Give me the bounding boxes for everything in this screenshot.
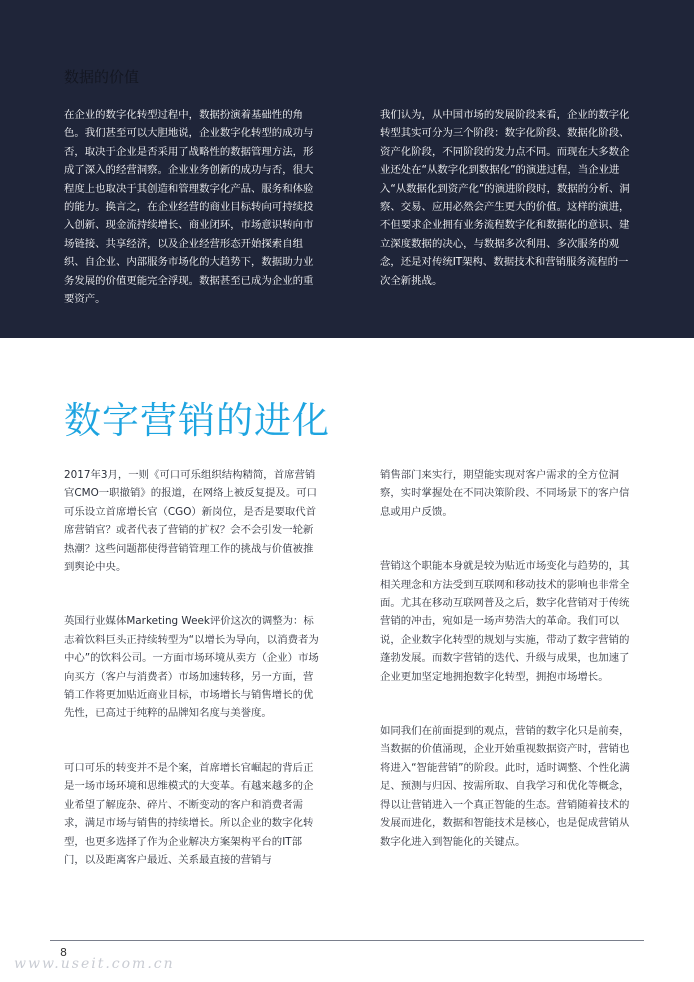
top-banner [0, 0, 694, 338]
body-paragraph: 如同我们在前面提到的观点，营销的数字化只是前奏，当数据的价值涌现，企业开始重视数据资产时，营销也将进入“智能营销”的阶段。此时，适时调整、个性化满足、预测与归因、按需所取、自我学习和优化等概念，得以让营销进入一个真正智能的生态。营销随着技术的发展而进化，数据和智能技术是核心，也是促成营销从数字化进入到智能化的关键点。 [380, 725, 630, 848]
body-paragraph: 可口可乐的转变并不是个案，首席增长官崛起的背后正是一场市场环境和思维模式的大变革。有越来越多的企业希望了解庞杂、碎片、不断变动的客户和消费者需求，满足市场与销售的持续增长。所以企业的数字化转型，也更多选择了作为企业解决方案架构平台的IT部门，以及距离客户最近、关系最直接的营销与 [64, 761, 314, 866]
body-right-column [380, 466, 635, 851]
page-title: 数字营销的进化 [64, 399, 330, 442]
paragraph-gap [64, 723, 319, 759]
paragraph-gap [64, 576, 319, 612]
watermark: www.useit.com.cn [14, 956, 175, 972]
body-paragraph: 2017年3月，一则《可口可乐组织结构精简，首席营销官CMO一职撤销》的报道，在网络上被反复提及。可口可乐设立首席增长官（CGO）新岗位，是否是要取代首席营销官？或者代表了营销的扩权？会不会引发一轮新热潮？这些问题都使得营销管理工作的挑战与价值被推到舆论中央。 [64, 469, 317, 574]
body-paragraph: 营销这个职能本身就是较为贴近市场变化与趋势的，其相关理念和方法受到互联网和移动技术的影响也非常全面。尤其在移动互联网普及之后，数字化营销对于传统营销的冲击，宛如是一场声势浩大的革命。我们可以说，企业数字化转型的规划与实施，带动了数字营销的蓬勃发展。而数字营销的迭代、升级与成果，也加速了企业更加坚定地拥抱数字化转型，拥抱市场增长。 [380, 560, 630, 683]
section-title: 数据的价值 [64, 68, 140, 86]
page-number: 8 [60, 946, 67, 959]
paragraph-gap [380, 686, 635, 722]
intro-right-text: 我们认为，从中国市场的发展阶段来看，企业的数字化转型其实可分为三个阶段：数字化阶段、数据化阶段、资产化阶段，不同阶段的发力点不同。而现在大多数企业还处在“从数字化到数据化”的演进过程，当企业进入“从数据化到资产化”的演进阶段时，数据的分析、洞察、交易、应用必然会产生更大的价值。这样的演进，不但要求企业拥有业务流程数字化和数据化的意识、建立深度数据的决心，与数据多次利用、多次服务的观念，还是对传统IT架构、数据技术和营销服务流程的一次全新挑战。 [380, 109, 630, 287]
body-left-column [64, 466, 319, 869]
body-paragraph: 销售部门来实行，期望能实现对客户需求的全方位洞察，实时掌握处在不同决策阶段、不同场景下的客户信息或用户反馈。 [380, 469, 630, 518]
intro-left-text: 在企业的数字化转型过程中，数据扮演着基础性的角色。我们甚至可以大胆地说，企业数字化转型的成功与否，取决于企业是否采用了战略性的数据管理方法，形成了深入的经营洞察。企业业务创新的成功与否，很大程度上也取决于其创造和管理数字化产品、服务和体验的能力。换言之，在企业经营的商业目标转向可持续投入创新、现金流持续增长、商业闭环，市场意识转向市场链接、共享经济，以及企业经营形态开始探索自组织、自企业、内部服务市场化的大趋势下，数据助力业务发展的价值更能完全浮现。数据甚至已成为企业的重要资产。 [64, 109, 314, 306]
body-paragraph: 英国行业媒体Marketing Week评价这次的调整为：标志着饮料巨头正持续转型为“以增长为导向，以消费者为中心”的饮料公司。一方面市场环境从卖方（企业）市场向买方（客户与消费者）市场加速转移，另一方面，营销工作将更加贴近商业目标，市场增长与销售增长的优先性，已高过于纯粹的品牌知名度与美誉度。 [64, 615, 319, 720]
paragraph-gap [380, 521, 635, 557]
footer-divider [50, 940, 644, 941]
